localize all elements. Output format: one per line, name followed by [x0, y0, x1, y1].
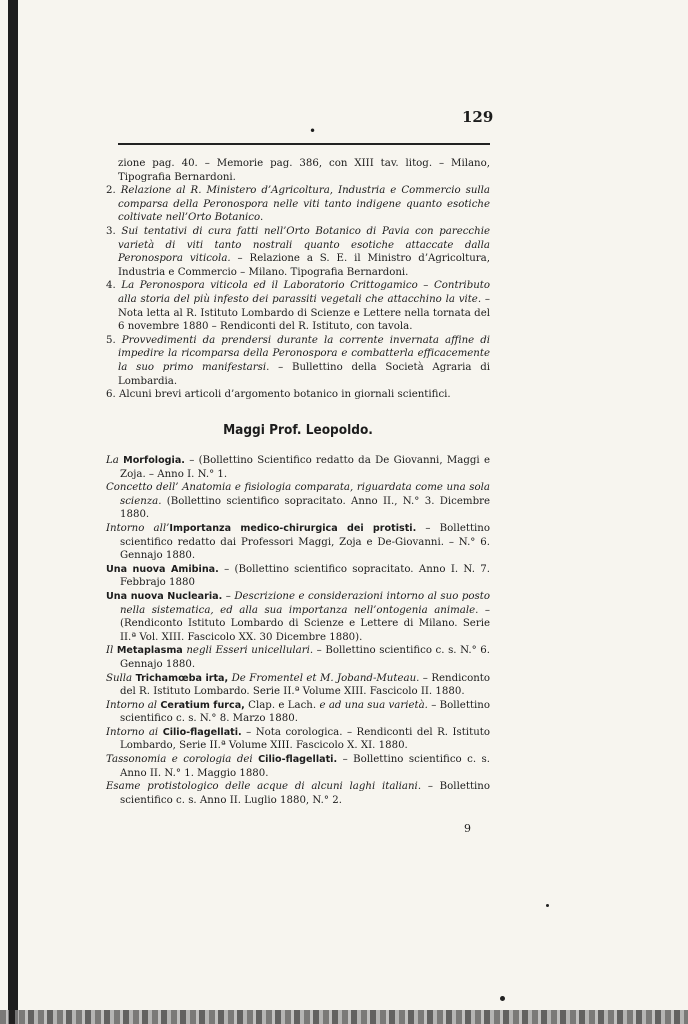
entry-keyword: Morfologia.: [123, 455, 185, 466]
entry-source: – (Bollettino scientifico sopracitato. Anno I. N. 7. Febbrajo 1880: [120, 563, 490, 589]
list-item: [106, 699, 490, 726]
sheet-signature: 9: [464, 822, 471, 835]
header-rule: [118, 143, 490, 145]
entry-title: Provvedimenti da prendersi durante la corrente invernata affine di impedire la ricomparsa della Peronospora e combatterla efficacemente la suo primo manifestarsi.: [118, 334, 490, 373]
entry-title: Descrizione e considerazioni intorno al suo posto nella sistematica, ed alla sua importanza nell’ontogenia animale.: [120, 590, 490, 616]
list-item: [106, 563, 490, 590]
entry-keyword: Cilio-flagellati.: [258, 754, 338, 766]
entry-source: – Relazione a S. E. il Ministro d’Agricoltura, Industria e Commercio – Milano. Tipografia Bernardoni.: [118, 253, 490, 278]
entry-title: Relazione al R. Ministero d’Agricoltura, Industria e Commercio sulla comparsa della Peronospora nelle viti tanto indigene quanto esotiche coltivate nell’Orto Botanico.: [118, 185, 490, 224]
entry-title: e ad una sua varietà.: [319, 699, 428, 711]
entry-part: La: [106, 455, 124, 466]
scan-speck: [500, 996, 505, 1001]
list-item: [106, 334, 490, 388]
list-item: [106, 590, 490, 644]
list-item: [106, 481, 490, 522]
entry-source: – Bollettino scientifico c. s. Anno II. N.° 1. Maggio 1880.: [120, 754, 490, 779]
entry-title: Esame protistologico delle acque di alcuni laghi italiani.: [106, 781, 422, 793]
entry-keyword: Importanza medico-chirurgica dei protisti.: [169, 522, 417, 534]
header-mark: •: [309, 124, 317, 138]
entry-source: – Rendiconto del R. Istituto Lombardo. Serie II.ª Volume XIII. Fascicolo II. 1880.: [120, 672, 491, 698]
entry-title: negli Esseri unicellulari.: [182, 645, 314, 657]
list-item: [106, 388, 490, 402]
list-item: [106, 672, 490, 699]
entry-source: (Bollettino scientifico sopracitato. Anno II., N.° 3. Dicembre 1880.: [120, 495, 490, 521]
entry-part: Il: [106, 645, 117, 657]
entry-number: 4.: [106, 280, 116, 292]
scan-edge-noise: [0, 1010, 688, 1024]
entry-keyword: Una nuova Amibina.: [106, 563, 219, 575]
entry-source: – Bullettino della Società Agraria di Lombardia.: [118, 361, 490, 387]
entry-source: – Bollettino scientifico redatto dai Professori Maggi, Zoja e De-Giovanni. – N.° 6. Gennajo 1880.: [120, 522, 490, 562]
entry-source: – (Bollettino Scientifico redatto da De Giovanni, Maggi e Zoja. – Anno I. N.° 1.: [120, 455, 491, 480]
list-item: [106, 225, 490, 279]
entry-source: – Nota letta al R. Istituto Lombardo di Scienze e Lettere nella tornata del 6 novembre 1880 – Rendiconti del R. Istituto, con tavola.: [118, 293, 490, 333]
entry-keyword: Cilio-flagellati.: [162, 726, 242, 738]
entry-title: De Fromentel et M. Joband-Muteau.: [228, 672, 420, 684]
page-number: 129: [462, 108, 494, 126]
list-item: [106, 454, 490, 481]
entry-part: Clap. e Lach.: [244, 699, 320, 711]
entry-part: Intorno ai: [106, 726, 163, 738]
list-item: [106, 780, 490, 807]
entry-part: Tassonomia e corologia dei: [106, 754, 259, 766]
list-item: [106, 522, 490, 563]
entry-number: 3.: [106, 225, 116, 237]
entry-keyword: Una nuova Nuclearia.: [106, 590, 223, 602]
entry-number: 5.: [106, 334, 116, 346]
entry-source: – Bollettino scientifico c. s. N.° 8. Marzo 1880.: [120, 699, 490, 725]
entry-keyword: Ceratium furca,: [160, 699, 245, 711]
list-item: [106, 726, 490, 753]
entry-title: Sui tentativi di cura fatti nell’Orto Botanico di Pavia con parecchie varietà di viti tanto nostrali quanto esotiche attaccate dalla Peronospora viticola.: [118, 225, 490, 265]
list-item: [106, 279, 490, 333]
list-item: [106, 753, 490, 780]
entry-title: La Peronospora viticola ed il Laboratorio Crittogamico – Contributo alla storia del più infesto dei parassiti vegetali che attacchino la vite.: [118, 280, 491, 305]
entry-keyword: Metaplasma: [116, 645, 183, 657]
entry-source: – Nota corologica. – Rendiconti del R. Istituto Lombardo, Serie II.ª Volume XIII. Fascicolo X. XI. 1880.: [120, 726, 491, 752]
publication-list-previous: [106, 157, 490, 402]
entry-part: Intorno al: [106, 699, 161, 711]
entry-number: 6.: [106, 389, 116, 401]
scan-page-border: [8, 0, 18, 1024]
entry-number: 2.: [106, 185, 116, 197]
author-heading: Maggi Prof. Leopoldo.: [223, 422, 373, 438]
entry-source: – Bollettino scientifico c. s. Anno II. Luglio 1880, N.° 2.: [120, 781, 490, 806]
list-item: [106, 157, 490, 184]
entry-part: –: [222, 590, 235, 602]
entry-keyword: Trichamœba irta,: [135, 672, 229, 684]
list-item: [106, 644, 490, 671]
entry-part: zione pag. 40. – Memorie pag. 386, con XIII tav. litog. – Milano, Tipografia Bernardoni.: [118, 158, 490, 183]
entry-source: – (Rendiconto Istituto Lombardo di Scienze e Lettere di Milano. Serie II.ª Vol. XIII. Fascicolo XX. 30 Dicembre 1880).: [120, 604, 490, 643]
entry-part: Intorno all’: [106, 522, 170, 534]
entry-part: Sulla: [106, 672, 136, 684]
entry-title: Concetto dell’ Anatomia e fisiologia comparata, riguardata come una sola scienza.: [106, 482, 490, 507]
publication-list-maggi: [106, 454, 490, 807]
entry-title: Alcuni brevi articoli d’argomento botanico in giornali scientifici.: [118, 389, 451, 401]
list-item: [106, 184, 490, 225]
entry-source: – Bollettino scientifico c. s. N.° 6. Gennajo 1880.: [120, 645, 490, 670]
scan-speck: [546, 904, 549, 907]
